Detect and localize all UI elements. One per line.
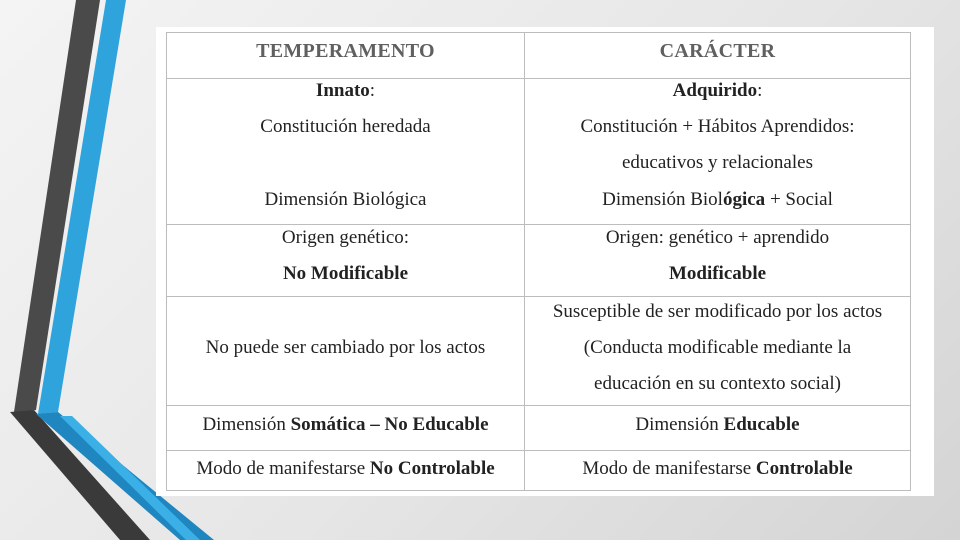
cell-no-puede-cambiar (167, 297, 525, 406)
cell-dimension-educable (525, 406, 911, 451)
cell-controlable (525, 451, 911, 491)
susceptible-line1: Susceptible de ser modificado por los actos (552, 301, 883, 322)
cell-adquirido (525, 79, 911, 225)
comparison-table-card (156, 27, 934, 496)
adquirido-title: Adquirido: (672, 80, 763, 101)
header-caracter: CARÁCTER (525, 33, 911, 79)
header-temperamento: TEMPERAMENTO (167, 33, 525, 79)
adquirido-line4: Dimensión Biológica + Social (602, 189, 833, 210)
innato-line2: Constitución heredada (260, 116, 431, 137)
cell-susceptible (525, 297, 911, 406)
cell-origen-genetico (167, 225, 525, 297)
modificable-label: Modificable (668, 263, 767, 284)
comparison-table (166, 32, 911, 491)
susceptible-line3: educación en su contexto social) (594, 373, 841, 394)
origen-genetico-line1: Origen genético: (281, 227, 410, 248)
cell-no-controlable (167, 451, 525, 491)
cell-dimension-somatica (167, 406, 525, 451)
dimension-educable-text: Dimensión Educable (635, 414, 800, 435)
controlable-text: Modo de manifestarse Controlable (582, 458, 853, 479)
innato-line3: Dimensión Biológica (264, 189, 427, 210)
cell-innato (167, 79, 525, 225)
innato-title: Innato: (315, 80, 376, 101)
dimension-somatica-text: Dimensión Somática – No Educable (202, 414, 489, 435)
susceptible-line2: (Conducta modificable mediante la (583, 337, 852, 358)
no-puede-cambiar-text: No puede ser cambiado por los actos (205, 337, 486, 358)
no-modificable-label: No Modificable (282, 263, 409, 284)
adquirido-line2: Constitución + Hábitos Aprendidos: (580, 116, 855, 137)
origen-aprendido-line1: Origen: genético + aprendido (605, 227, 830, 248)
cell-origen-aprendido (525, 225, 911, 297)
no-controlable-text: Modo de manifestarse No Controlable (196, 458, 495, 479)
adquirido-line3: educativos y relacionales (622, 152, 813, 173)
